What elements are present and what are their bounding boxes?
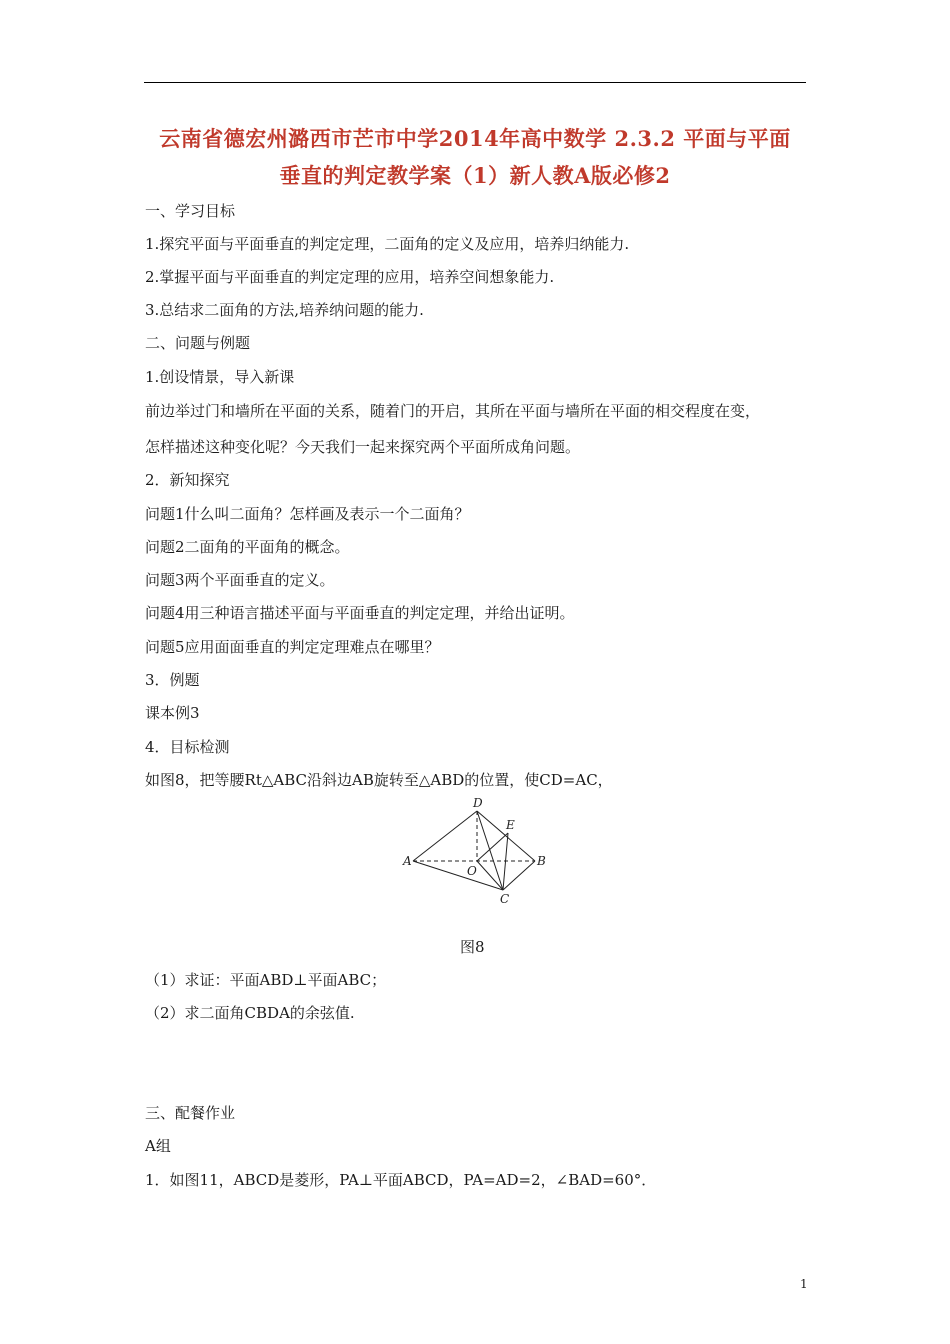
paragraph-line: 前边举过门和墙所在平面的关系，随着门的开启，其所在平面与墙所在平面的相交程度在变， [145, 402, 761, 420]
document-title-line-2: 垂直的判定教学案（1）新人教A版必修2 [279, 163, 671, 188]
objective-item: 3.总结求二面角的方法,培养纳问题的能力. [145, 301, 424, 319]
question-item: 问题1什么叫二面角？怎样画及表示一个二面角？ [145, 505, 470, 523]
subheading-scenario: 1.创设情景，导入新课 [145, 368, 295, 386]
problem-statement: 如图8，把等腰Rt△ABC沿斜边AB旋转至△ABD的位置，使CD=AC， [145, 771, 613, 789]
example-reference: 课本例3 [145, 704, 200, 722]
label-D: D [473, 796, 483, 810]
figure-caption: 图8 [460, 938, 485, 956]
subheading-examples: 3．例题 [145, 671, 200, 689]
section-heading-homework: 三、配餐作业 [145, 1104, 236, 1122]
section-heading-objectives: 一、学习目标 [145, 202, 236, 220]
subheading-explore: 2．新知探究 [145, 471, 230, 489]
question-item: 问题4用三种语言描述平面与平面垂直的判定定理，并给出证明。 [145, 604, 575, 622]
label-O: O [467, 864, 477, 878]
label-B: B [537, 854, 546, 868]
subheading-check: 4．目标检测 [145, 738, 230, 756]
geometry-figure-8 [395, 795, 555, 910]
objective-item: 2.掌握平面与平面垂直的判定定理的应用，培养空间想象能力. [145, 268, 555, 286]
paragraph-line: 怎样描述这种变化呢？今天我们一起来探究两个平面所成角问题。 [145, 438, 581, 456]
label-C: C [500, 892, 510, 906]
header-rule [144, 82, 806, 83]
objective-item: 1.探究平面与平面垂直的判定定理，二面角的定义及应用，培养归纳能力. [145, 235, 630, 253]
page-number: 1 [800, 1277, 808, 1291]
edge-CB [503, 861, 535, 890]
label-A: A [403, 854, 412, 868]
question-item: 问题5应用面面垂直的判定定理难点在哪里？ [145, 638, 440, 656]
question-item: 问题3两个平面垂直的定义。 [145, 571, 335, 589]
problem-part-2: （2）求二面角CBDA的余弦值. [145, 1004, 355, 1022]
homework-question: 1．如图11，ABCD是菱形，PA⊥平面ABCD，PA=AD=2，∠BAD=60°． [145, 1171, 657, 1189]
document-title-line-1: 云南省德宏州潞西市芒市中学2014年高中数学 2.3.2 平面与平面 [159, 126, 791, 151]
group-label: A组 [145, 1137, 171, 1155]
problem-part-1: （1）求证：平面ABD⊥平面ABC； [145, 971, 387, 989]
edge-AD [413, 811, 477, 861]
section-heading-problems: 二、问题与例题 [145, 334, 251, 352]
question-item: 问题2二面角的平面角的概念。 [145, 538, 350, 556]
label-E: E [506, 818, 515, 832]
